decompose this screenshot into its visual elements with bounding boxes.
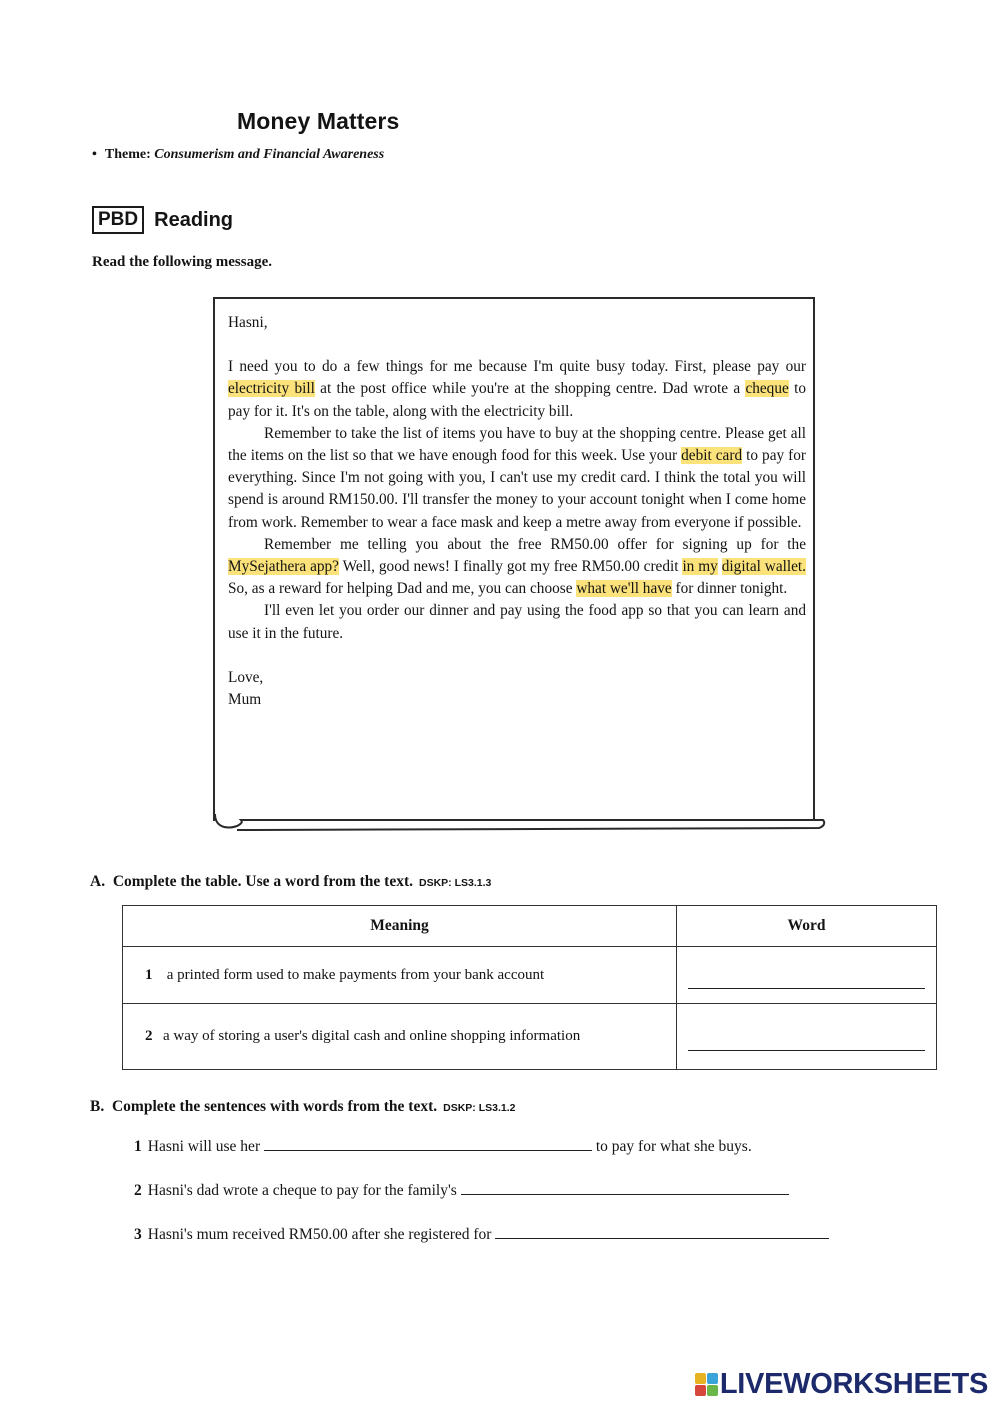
column-header-word: Word xyxy=(677,906,937,947)
answer-blank-1[interactable] xyxy=(677,947,937,1004)
sentence-1: 1 Hasni will use her to pay for what she buys. xyxy=(134,1138,752,1155)
highlight-mysejathera-app: MySejathera app? xyxy=(228,558,339,576)
table-row: 1 a printed form used to make payments from your bank account xyxy=(123,947,937,1004)
table-row: 2 a way of storing a user's digital cash and online shopping information xyxy=(123,1004,937,1070)
section-a-code: DSKP: LS3.1.3 xyxy=(419,877,492,889)
highlight-what-well-have: what we'll have xyxy=(576,580,672,598)
theme-value: Consumerism and Financial Awareness xyxy=(154,147,385,162)
sentence-2-blank[interactable] xyxy=(461,1194,789,1195)
section-heading-reading: Reading xyxy=(154,208,234,231)
highlight-cheque: cheque xyxy=(745,380,789,398)
sentence-1-blank[interactable] xyxy=(264,1150,592,1151)
letter-box xyxy=(213,297,815,821)
meaning-text: a printed form used to make payments from your bank account xyxy=(166,966,545,983)
liveworksheets-brand: LIVEWORKSHEETS xyxy=(719,1368,988,1400)
sentence-3: 3 Hasni's mum received RM50.00 after she registered for xyxy=(134,1226,829,1244)
letter-paragraph-1: I need you to do a few things for me because I'm quite busy today. First, please pay our electricity bill at the post office while you're at the shopping centre. Dad wrote a cheque to pay for it. It's on the table, along with the electricity bill. xyxy=(228,358,806,420)
pbd-heading xyxy=(92,206,233,234)
letter-paragraph-3: Remember me telling you about the free RM50.00 offer for signing up for the MySejathera app? Well, good news! I finally got my free RM50.00 credit in my digital wallet. So, as a reward for helping Dad and me, you can choose what we'll have for dinner tonight. xyxy=(228,535,807,598)
letter-scroll-curl-icon xyxy=(211,812,827,836)
vocabulary-table xyxy=(122,905,937,1070)
letter-signature: Mum xyxy=(228,691,262,709)
page-title: Money Matters xyxy=(237,108,400,134)
section-b-instruction: Complete the sentences with words from the text. xyxy=(111,1098,438,1115)
letter-paragraph-4: I'll even let you order our dinner and pay using the food app so that you can learn and use it in the future. xyxy=(228,602,806,642)
letter-text xyxy=(228,312,806,711)
answer-blank-2[interactable] xyxy=(677,1004,937,1070)
highlight-debit-card: debit card xyxy=(681,447,743,465)
sentence-2: 2 Hasni's dad wrote a cheque to pay for the family's xyxy=(134,1182,789,1200)
section-b-heading: B. Complete the sentences with words from the text. DSKP: LS3.1.2 xyxy=(90,1098,516,1115)
table-header-row xyxy=(123,906,937,947)
highlight-digital-wallet: digital wallet. xyxy=(721,558,807,576)
letter-closing: Love, xyxy=(228,668,264,686)
liveworksheets-logo[interactable] xyxy=(695,1368,988,1401)
column-header-meaning: Meaning xyxy=(123,906,677,947)
liveworksheets-logo-icon xyxy=(695,1373,718,1396)
highlight-in-my: in my xyxy=(682,558,718,576)
letter-greeting: Hasni, xyxy=(228,314,268,331)
theme-line xyxy=(92,147,384,163)
section-b-code: DSKP: LS3.1.2 xyxy=(443,1102,516,1114)
reading-instruction: Read the following message. xyxy=(92,254,272,270)
bullet-icon: • xyxy=(92,147,97,162)
pbd-badge: PBD xyxy=(92,206,144,234)
highlight-electricity-bill: electricity bill xyxy=(228,380,315,398)
theme-label: Theme: xyxy=(104,147,151,162)
sentence-3-blank[interactable] xyxy=(495,1238,829,1239)
letter-paragraph-2: Remember to take the list of items you have to buy at the shopping centre. Please get all the items on the list so that we have enough food for this week. Use your debit card to pay for everything. Since I'm not going with you, I can't use my credit card. I think the total you will spend is around RM150.00. I'll transfer the money to your account tonight when I come home from work. Remember to wear a face mask and keep a metre away from everyone if possible. xyxy=(228,424,806,531)
meaning-text: a way of storing a user's digital cash and online shopping information xyxy=(163,1028,581,1044)
section-a-heading: A. Complete the table. Use a word from the text. DSKP: LS3.1.3 xyxy=(90,873,492,890)
section-a-instruction: Complete the table. Use a word from the text. xyxy=(112,873,413,890)
